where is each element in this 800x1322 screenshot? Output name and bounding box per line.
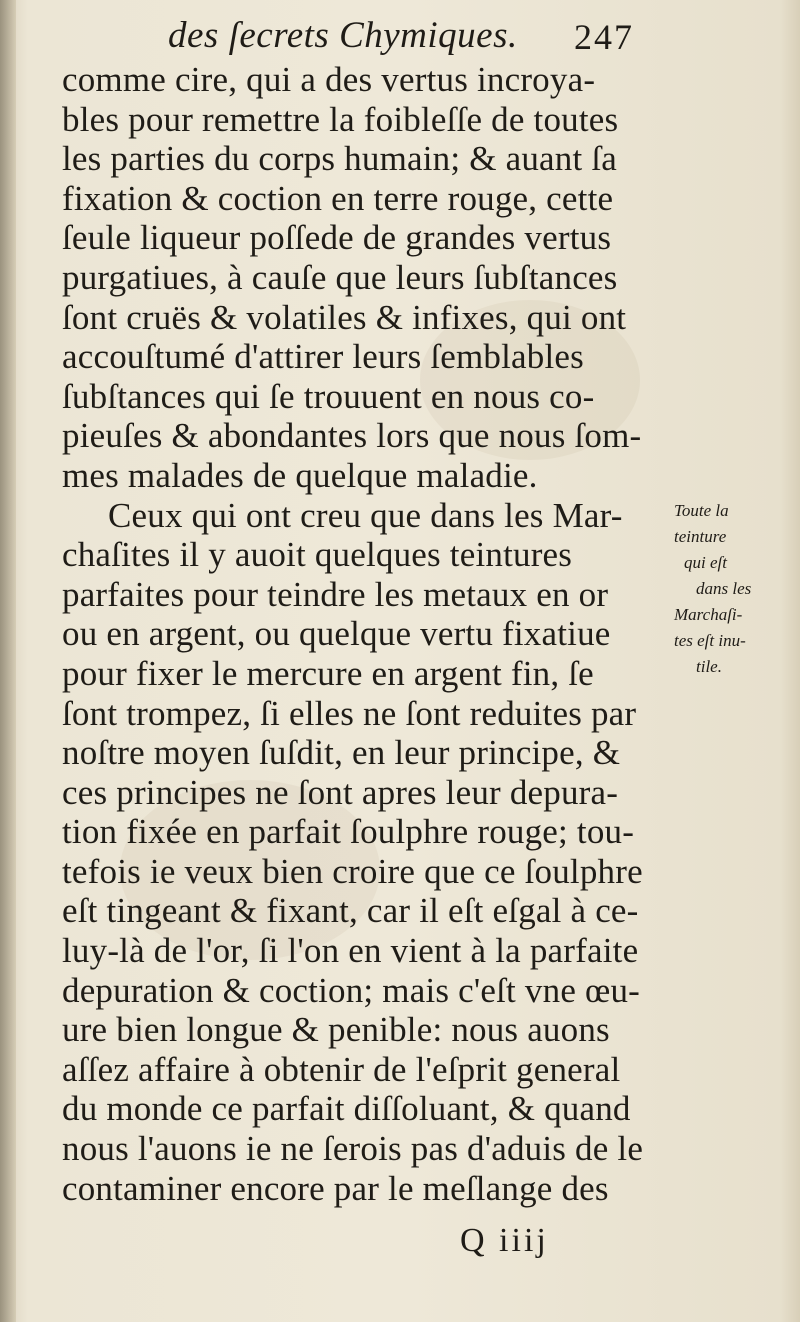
text-line: tion fixée en parfait ſoulphre rouge; tou-	[62, 812, 635, 852]
text-line: les parties du corps humain; & auant ſa	[62, 139, 618, 179]
text-line: ure bien longue & penible: nous auons	[62, 1010, 610, 1050]
text-line: depuration & coction; mais c'eſt vne œu-	[62, 970, 641, 1010]
text-line: pour fixer le mercure en argent fin, ſe	[62, 653, 594, 693]
text-line: ſeule liqueur poſſede de grandes vertus	[62, 218, 612, 258]
page-header	[60, 6, 660, 66]
marginal-note-line: Marchaſi-	[674, 605, 743, 624]
text-line: nous l'auons ie ne ſerois pas d'aduis de le	[62, 1129, 644, 1169]
text-line: ces principes ne ſont apres leur depura-	[62, 772, 619, 812]
page-gutter-shadow	[0, 0, 16, 1322]
text-line: noſtre moyen ſuſdit, en leur principe, &	[62, 733, 621, 773]
marginal-note-line: dans les	[696, 579, 752, 598]
text-line: accouſtumé d'attirer leurs ſemblables	[62, 337, 584, 377]
body-text	[62, 60, 662, 1208]
text-line: ſont cruës & volatiles & infixes, qui ont	[62, 297, 627, 337]
text-line: ou en argent, ou quelque vertu fixatiue	[62, 614, 611, 654]
text-line: fixation & coction en terre rouge, cette	[62, 178, 614, 218]
text-line: parfaites pour teindre les metaux en or	[62, 574, 609, 614]
text-line: aſſez affaire à obtenir de l'eſprit general	[62, 1049, 621, 1089]
text-line: pieuſes & abondantes lors que nous ſom-	[62, 416, 642, 456]
text-line: du monde ce parfait diſſoluant, & quand	[62, 1089, 631, 1129]
text-line: Ceux qui ont creu que dans les Mar-	[108, 495, 623, 535]
marginal-note-line: qui eſt	[684, 553, 727, 572]
text-line: ſont trompez, ſi elles ne ſont reduites par	[62, 693, 637, 733]
text-line: ſubſtances qui ſe trouuent en nous co-	[62, 376, 595, 416]
text-line: comme cire, qui a des vertus incroya-	[62, 60, 596, 99]
marginal-note-line: tes eſt inu-	[674, 631, 746, 650]
text-line: luy-là de l'or, ſi l'on en vient à la parfaite	[62, 931, 639, 971]
text-line: eſt tingeant & fixant, car il eſt eſgal à ce-	[62, 891, 639, 931]
page-number: 247	[574, 17, 634, 57]
marginal-note-line: teinture	[674, 527, 727, 546]
text-line: tefois ie veux bien croire que ce ſoulphre	[62, 851, 643, 891]
text-line: chaſites il y auoit quelques teintures	[62, 535, 573, 575]
text-line: bles pour remettre la foibleſſe de toutes	[62, 99, 619, 139]
marginal-note-line: Toute la	[674, 501, 729, 520]
running-title: des ſecrets Chymiques.	[168, 15, 518, 56]
marginal-note-line: tile.	[696, 657, 722, 676]
text-line: purgatiues, à cauſe que leurs ſubſtances	[62, 257, 618, 297]
page-footer	[400, 1222, 660, 1266]
signature-mark: Q iiij	[460, 1222, 549, 1259]
marginal-note	[674, 498, 794, 680]
text-line: contaminer encore par le meſlange des	[62, 1168, 609, 1208]
text-line: mes malades de quelque maladie.	[62, 455, 538, 495]
